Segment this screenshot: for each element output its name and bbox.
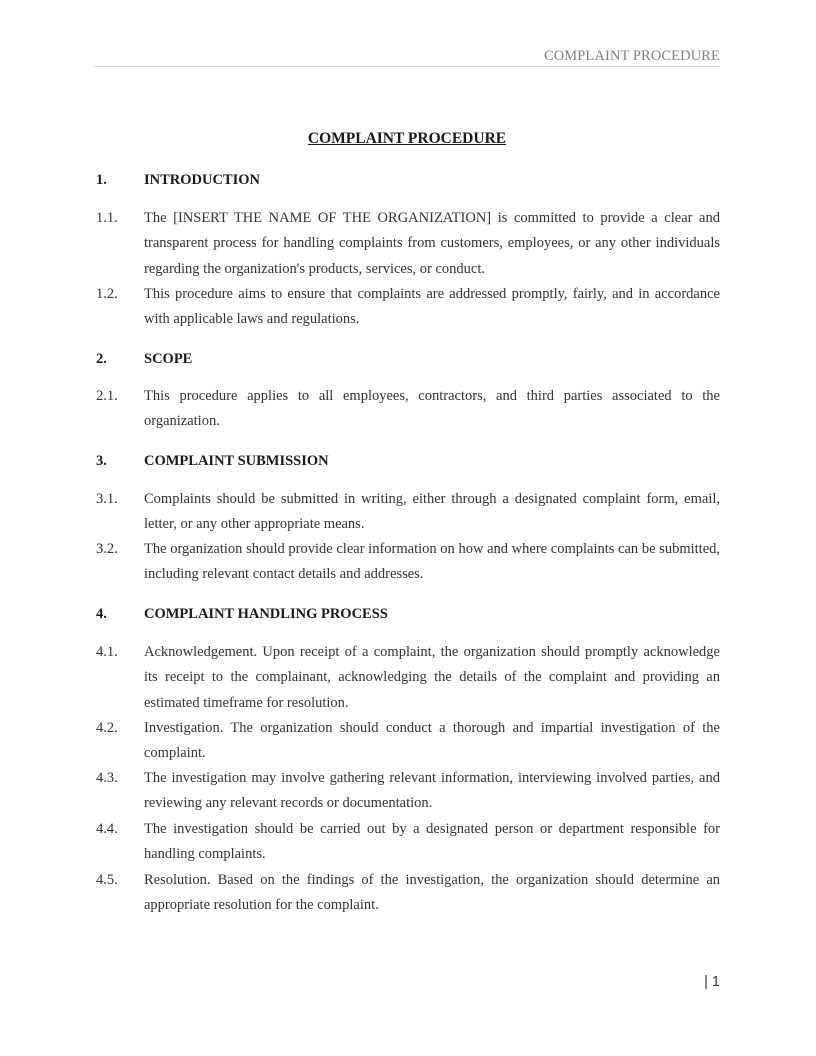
section-number: 3. <box>96 453 107 469</box>
page-number: | 1 <box>704 974 720 990</box>
clause-4-4 <box>96 817 720 868</box>
running-header-title: COMPLAINT PROCEDURE <box>543 48 720 64</box>
clause-text: The organization should provide clear information on how and where complaints can be submitted, including relevant contact details and addresses. <box>144 541 720 583</box>
clause-text: Resolution. Based on the findings of the investigation, the organization should determine an appropriate resolution for the complaint. <box>144 872 720 914</box>
running-header <box>94 48 720 67</box>
clause-text: This procedure applies to all employees, contractors, and third parties associated to the organization. <box>144 388 720 430</box>
section-number: 1. <box>96 172 107 188</box>
clause-number: 3.2. <box>96 541 118 557</box>
clause-3-2 <box>96 537 720 588</box>
clause-3-1 <box>96 487 720 538</box>
clause-number: 2.1. <box>96 388 118 404</box>
section-title: INTRODUCTION <box>144 172 261 188</box>
clause-number: 3.1. <box>96 491 118 507</box>
clause-text: Acknowledgement. Upon receipt of a complaint, the organization should promptly acknowledge its receipt to the complainant, acknowledging the details of the complaint and providing an estimated timeframe for resolution. <box>144 644 720 711</box>
clause-text: Complaints should be submitted in writing, either through a designated complaint form, email, letter, or any other appropriate means. <box>144 491 720 533</box>
clause-4-3 <box>96 766 720 817</box>
clause-text: This procedure aims to ensure that complaints are addressed promptly, fairly, and in accordance with applicable laws and regulations. <box>144 286 720 328</box>
clause-text: The investigation should be carried out by a designated person or department responsible for handling complaints. <box>144 821 720 863</box>
clause-number: 4.3. <box>96 770 118 786</box>
clause-text: Investigation. The organization should conduct a thorough and impartial investigation of the complaint. <box>144 720 720 762</box>
clause-text: The investigation may involve gathering relevant information, interviewing involved parties, and reviewing any relevant records or documentation. <box>144 770 720 812</box>
clause-number: 4.4. <box>96 821 118 837</box>
clause-text: The [INSERT THE NAME OF THE ORGANIZATION] is committed to provide a clear and transparent process for handling complaints from customers, employees, or any other individuals regarding the organization's products, services, or conduct. <box>144 210 720 277</box>
section-title: COMPLAINT HANDLING PROCESS <box>144 606 388 622</box>
document-title: COMPLAINT PROCEDURE <box>307 130 507 147</box>
section-number: 4. <box>96 606 107 622</box>
clause-number: 4.2. <box>96 720 118 736</box>
clause-number: 4.5. <box>96 872 118 888</box>
section-title: COMPLAINT SUBMISSION <box>144 453 329 469</box>
section-number: 2. <box>96 351 107 367</box>
clause-1-2 <box>96 282 720 333</box>
section-title: SCOPE <box>144 351 193 367</box>
clause-number: 4.1. <box>96 644 118 660</box>
clause-4-5 <box>96 868 720 919</box>
clause-number: 1.2. <box>96 286 118 302</box>
clause-4-2 <box>96 716 720 767</box>
clause-1-1 <box>96 206 720 282</box>
clause-number: 1.1. <box>96 210 118 226</box>
clause-2-1 <box>96 384 720 435</box>
clause-4-1 <box>96 640 720 716</box>
